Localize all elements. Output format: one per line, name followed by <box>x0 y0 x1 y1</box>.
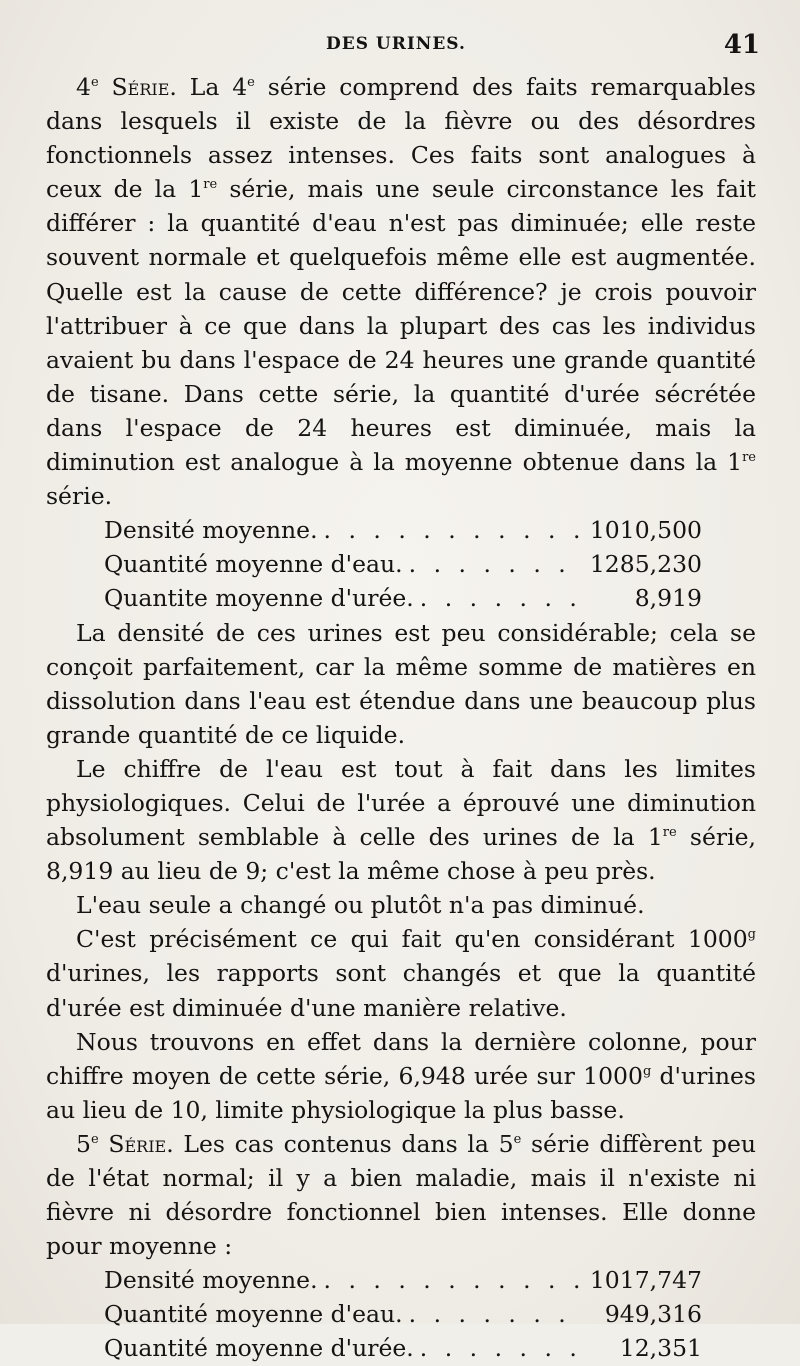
paragraph-text: série comprend des faits remarquables dans lesquels il existe de la fièvre ou des désordres fonctionnels assez intenses. Ces faits sont analogues à ceux de la 1 <box>46 73 756 204</box>
paragraph-text: d'urines, les rapports sont changés et que la quantité d'urée est diminuée d'une manière relative. <box>46 959 756 1022</box>
row-label: Densité moyenne. <box>104 1266 318 1295</box>
superscript: g <box>747 927 756 943</box>
paragraph-text: série diffèrent peu de l'état normal; il y a bien maladie, mais il n'existe ni fièvre ni désordre fonctionnel bien intenses. Elle donne pour moyenne : <box>46 1129 756 1261</box>
superscript: re <box>203 177 218 193</box>
row-label: Quantité moyenne d'eau. <box>104 550 403 579</box>
superscript: re <box>662 825 677 841</box>
superscript: g <box>642 1063 652 1079</box>
page-header <box>46 30 760 66</box>
leader-dots <box>414 1331 582 1365</box>
row-value: 1285,230 <box>589 550 702 579</box>
paragraph-text: série, mais une seule circonstance les fait différer : la quantité d'eau n'est pas diminuée; elle reste souvent normale et quelquefois même elle est augmentée. Quelle est la cause de cette différence? je crois pouvoir l'attribuer à ce que dans la plupart des cas les individus avaient bu dans l'espace de 24 heures une grande quantité de tisane. Dans cette série, la quantité d'urée sécrétée dans l'espace de 24 heures est diminuée, mais la diminution est analogue à la moyenne obtenue dans la 1 <box>46 175 756 477</box>
row-value: 949,316 <box>604 1300 702 1329</box>
paragraph-text: série. <box>46 482 113 511</box>
paragraph <box>46 1025 756 1127</box>
serie-5-averages-table <box>104 1263 702 1365</box>
row-value: 12,351 <box>619 1334 702 1363</box>
serie-5-number: 5 <box>76 1129 91 1158</box>
serie-4-heading: Série. <box>111 73 177 101</box>
superscript: e <box>247 75 255 91</box>
paragraph-text: Nous trouvons en effet dans la dernière colonne, pour chiffre moyen de cette série, 6,948 urée sur 1000 <box>46 1027 756 1090</box>
serie-5-number-sup: e <box>90 1132 99 1148</box>
row-label: Densité moyenne. <box>104 516 318 545</box>
row-label: Quantite moyenne d'urée. <box>104 584 414 613</box>
superscript: re <box>742 450 756 466</box>
leader-dots <box>403 1297 582 1331</box>
paragraph-serie-4 <box>46 70 756 513</box>
paragraph-text: Le chiffre de l'eau est tout à fait dans les limites physiologiques. Celui de l'urée a éprouvé une diminution absolument semblable à celle des urines de la 1 <box>46 754 756 852</box>
leader-dots <box>414 581 582 615</box>
row-value: 1017,747 <box>589 1266 702 1295</box>
row-value: 8,919 <box>634 584 702 613</box>
serie-4-number-sup: e <box>90 75 99 91</box>
paragraph-serie-5 <box>46 1127 756 1263</box>
table-row <box>104 581 702 615</box>
paragraph-text: Les cas contenus dans la 5 <box>173 1129 514 1158</box>
table-row <box>104 1297 702 1331</box>
row-value: 1010,500 <box>589 516 702 545</box>
row-label: Quantité moyenne d'urée. <box>104 1334 414 1363</box>
leader-dots <box>318 1263 582 1297</box>
serie-4-averages-table <box>104 513 702 615</box>
serie-4-number: 4 <box>76 73 91 101</box>
running-head: DES URINES. <box>326 34 466 54</box>
body-text <box>46 70 756 1366</box>
paragraph-text: C'est précisément ce qui fait qu'en considérant 1000 <box>76 925 748 954</box>
leader-dots <box>318 513 582 547</box>
table-row <box>104 1331 702 1365</box>
paragraph-text: d'urines au lieu de 10, limite physiologique la plus basse. <box>46 1061 756 1124</box>
table-row <box>104 513 702 547</box>
leader-dots <box>403 547 582 581</box>
paragraph: La densité de ces urines est peu considérable; cela se conçoit parfaitement, car la même somme de matières en dissolution dans l'eau est étendue dans une beaucoup plus grande quantité de ce liquide. <box>46 618 756 749</box>
paragraph <box>46 752 756 888</box>
paragraph-text: La 4 <box>176 73 248 101</box>
superscript: e <box>513 1132 522 1148</box>
paragraph <box>46 922 756 1024</box>
paragraph-text: série, 8,919 au lieu de 9; c'est la même chose à peu près. <box>46 823 756 886</box>
paragraph: L'eau seule a changé ou plutôt n'a pas diminué. <box>76 891 645 920</box>
table-row <box>104 1263 702 1297</box>
serie-5-heading: Série. <box>108 1129 174 1158</box>
row-label: Quantité moyenne d'eau. <box>104 1300 403 1329</box>
table-row <box>104 547 702 581</box>
page-number: 41 <box>723 30 760 60</box>
